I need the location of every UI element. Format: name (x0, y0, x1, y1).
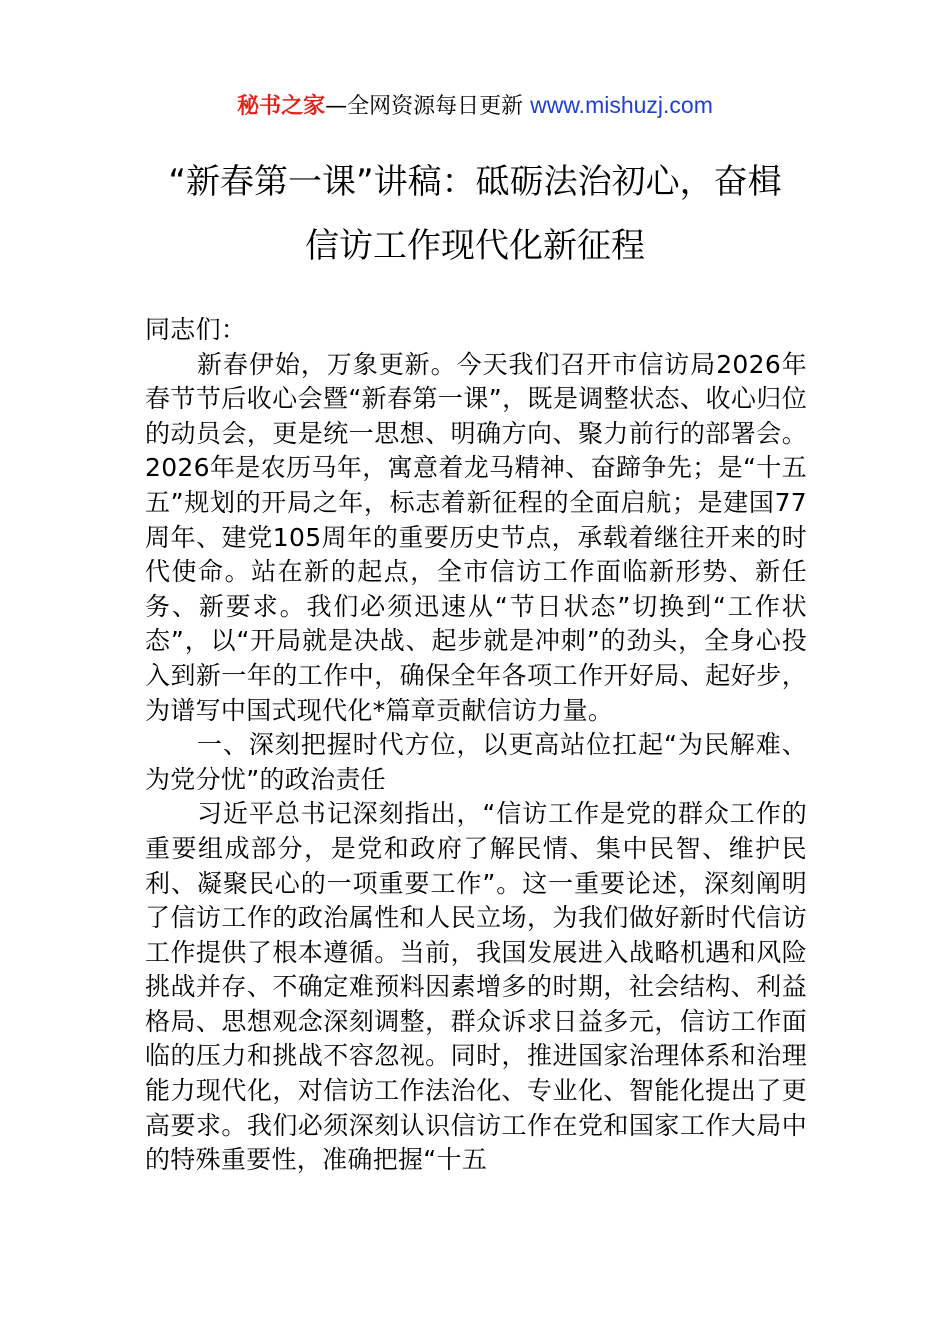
site-header (0, 88, 950, 124)
title-line-1: “新春第一课”讲稿：砥砺法治初心，奋楫 (168, 162, 782, 202)
document-title (120, 150, 830, 278)
title-line-2: 信访工作现代化新征程 (305, 226, 645, 266)
paragraph-intro: 新春伊始，万象更新。今天我们召开市信访局2026年春节节后收心会暨“新春第一课”，既是调整状态、收心归位的动员会，更是统一思想、明确方向、聚力前行的部署会。2026年是农历马年，寓意着龙马精神、奋蹄争先；是“十五五”规划的开局之年，标志着新征程的全面启航；是建国77周年、建党105周年的重要历史节点，承载着继往开来的时代使命。站在新的起点，全市信访工作面临新形势、新任务、新要求。我们必须迅速从“节日状态”切换到“工作状态”，以“开局就是决战、起步就是冲刺”的劲头，全身心投入到新一年的工作中，确保全年各项工作开好局、起好步，为谱写中国式现代化*篇章贡献信访力量。 (145, 349, 807, 725)
header-tagline: —全网资源每日更新 (325, 94, 524, 119)
paragraph-section-1: 习近平总书记深刻指出，“信访工作是党的群众工作的重要组成部分，是党和政府了解民情、集中民智、维护民利、凝聚民心的一项重要工作”。这一重要论述，深刻阐明了信访工作的政治属性和人民立场，为我们做好新时代信访工作提供了根本遵循。当前，我国发展进入战略机遇和风险挑战并存、不确定难预料因素增多的时期，社会结构、利益格局、思想观念深刻调整，群众诉求日益多元，信访工作面临的压力和挑战不容忽视。同时，推进国家治理体系和治理能力现代化，对信访工作法治化、专业化、智能化提出了更高要求。我们必须深刻认识信访工作在党和国家工作大局中的特殊重要性，准确把握“十五 (145, 799, 807, 1175)
site-url-link[interactable]: www.mishuzj.com (530, 92, 713, 118)
salutation: 同志们： (145, 315, 247, 344)
document-body (145, 313, 807, 1178)
section-heading-1: 一、深刻把握时代方位，以更高站位扛起“为民解难、为党分忧”的政治责任 (145, 730, 807, 794)
brand-name: 秘书之家 (237, 94, 326, 119)
